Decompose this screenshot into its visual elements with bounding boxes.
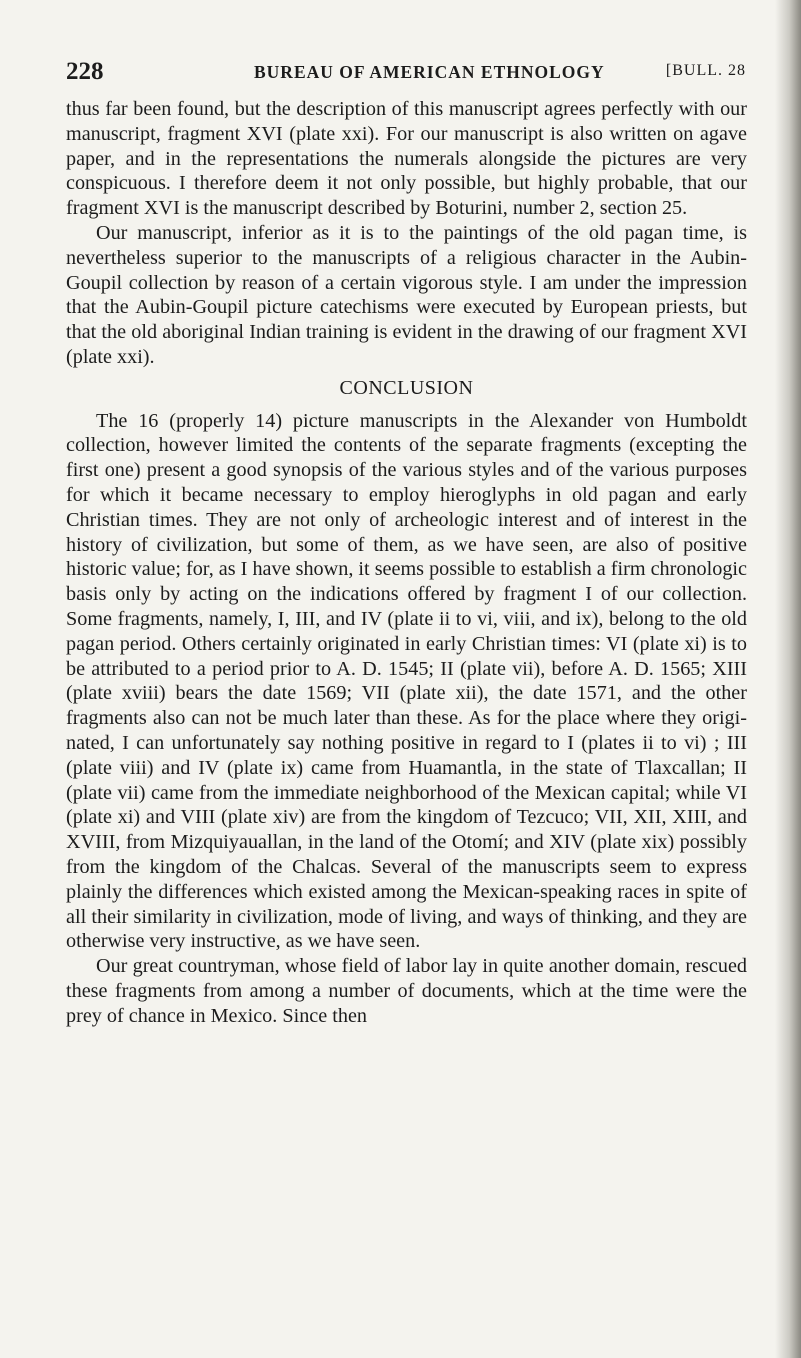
page-header	[66, 58, 746, 86]
body-text	[66, 97, 747, 1028]
paragraph-manuscript-style: Our manuscript, inferior as it is to the paintings of the old pagan time, is nevertheless superior to the manuscripts of a religious character in the Aubin-Goupil collection by reason of a certain vigorous style. I am under the impression that the Aubin-Goupil picture catechisms were executed by European priests, but that the old aboriginal Indian training is evident in the drawing of our fragment XVI (plate xxi).	[66, 221, 747, 368]
paragraph-conclusion-final: Our great countryman, whose field of labor lay in quite another domain, rescued these fragments from among a number of documents, which at the time were the prey of chance in Mexico. Since then	[66, 955, 747, 1027]
section-heading-conclusion: CONCLUSION	[339, 376, 474, 399]
bulletin-reference: [BULL. 28	[665, 62, 746, 79]
running-head: BUREAU OF AMERICAN ETHNOLOGY	[254, 62, 605, 82]
page-number: 228	[66, 58, 104, 85]
paragraph-conclusion-main: The 16 (properly 14) picture manuscripts in the Alexander von Humboldt collection, however limited the contents of the separate fragments (excepting the first one) present a good synopsis of the various styles and of the various purposes for which it became necessary to employ hieroglyphs in old pagan and early Christian times. They are not only of archeologic interest and of interest in the history of civilization, but some of them, as we have seen, are also of positive historic value; for, as I have shown, it seems possible to establish a firm chronologic basis only by acting on the indications offered by fragment I of our collection. Some fragments, namely, I, III, and IV (plate ii to vi, viii, and ix), belong to the old pagan period. Others certainly originated in early Christian times: VI (plate xi) is to be attributed to a period prior to A. D. 1545; II (plate vii), before A. D. 1565; XIII (plate xviii) bears the date 1569; VII (plate xii), the date 1571, and the other fragments also can not be much later than these. As for the place where they originated, I can unfortunately say nothing positive in regard to I (plates ii to vi) ; III (plate viii) and IV (plate ix) came from Huamantla, in the state of Tlaxcallan; II (plate vii) came from the immediate neighborhood of the Mexican capital; while VI (plate xi) and VIII (plate xiv) are from the kingdom of Tezcuco; VII, XII, XIII, and XVIII, from Mizquiyauallan, in the land of the Otomí; and XIV (plate xix) possibly from the kingdom of the Chalcas. Several of the manuscripts seem to express plainly the differences which existed among the Mexican-speaking races in spite of all their similarity in civilization, mode of living, and ways of thinking, and they are otherwise very instructive, as we have seen.	[66, 409, 747, 953]
page-edge-shadow	[775, 0, 801, 1358]
paragraph-continuation: thus far been found, but the description of this manuscript agrees perfectly with our manuscript, fragment XVI (plate xxi). For our manuscript is also written on agave paper, and in the representations the numerals alongside the pictures are very conspicuous. I therefore deem it not only possible, but highly probable, that our fragment XVI is the manuscript described by Boturini, number 2, section 25.	[66, 98, 747, 220]
